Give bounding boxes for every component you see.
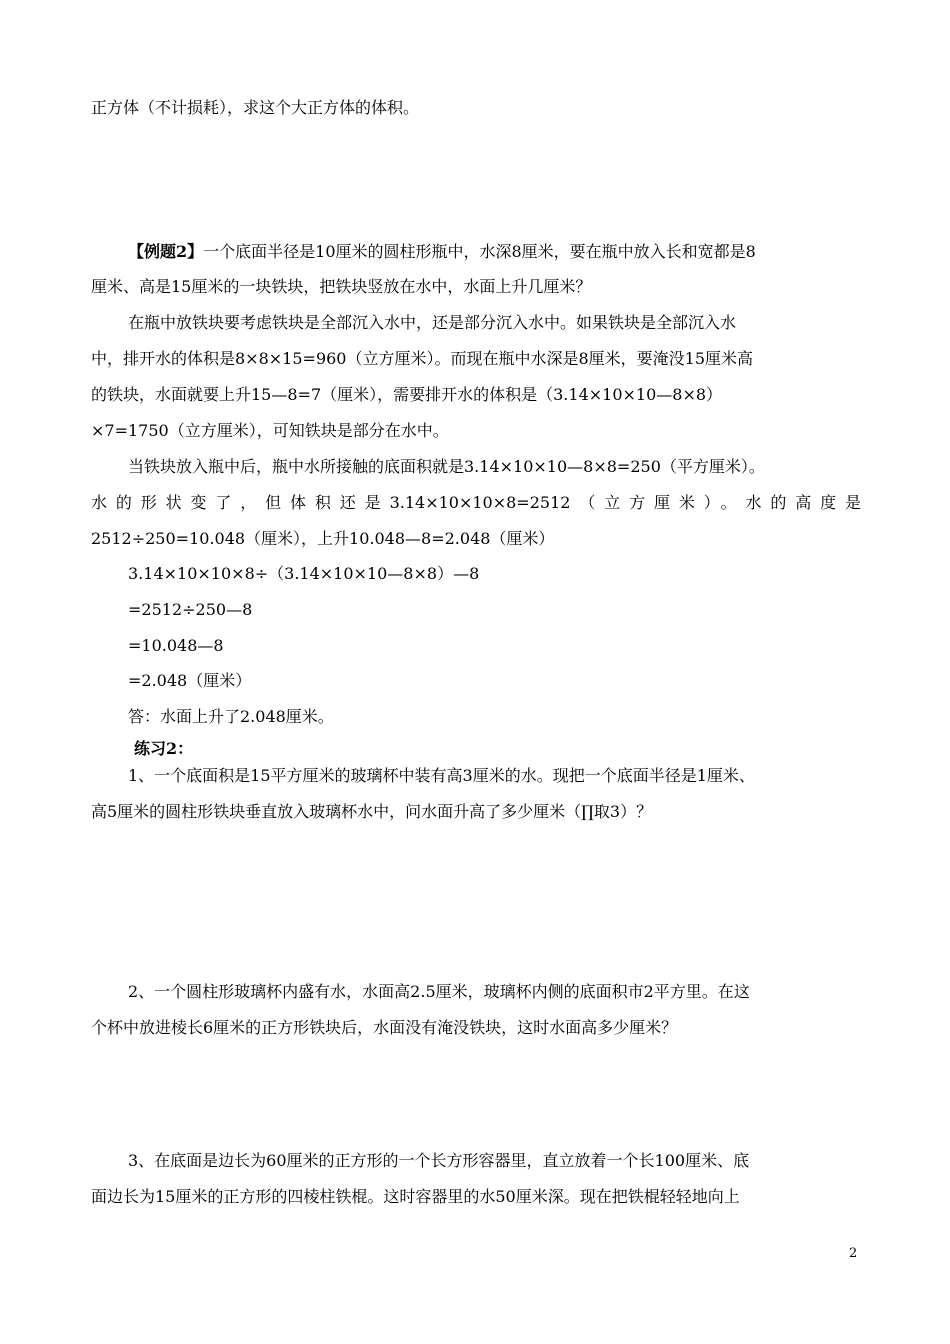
calc-line: =2.048（厘米） [128, 671, 252, 690]
analysis-line: 的铁块，水面就要上升15—8=7（厘米），需要排开水的体积是（3.14×10×10—8×8） [91, 385, 723, 404]
page-number: 2 [849, 1246, 858, 1261]
analysis-line: 水的形状变了，但体积还是3.14×10×10×8=2512（立方厘米）。水的高度是 [91, 493, 861, 512]
practice-item-line: 3、在底面是边长为60厘米的正方形的一个长方形容器里，直立放着一个长100厘米、底 [128, 1151, 750, 1170]
example2-question-line1 [128, 240, 861, 264]
analysis-line: 2512÷250=10.048（厘米），上升10.048—8=2.048（厘米） [91, 529, 555, 548]
calc-line: 3.14×10×10×8÷（3.14×10×10—8×8）—8 [128, 564, 480, 583]
analysis-line: 当铁块放入瓶中后，瓶中水所接触的底面积就是3.14×10×10—8×8=250（平方厘米）。 [128, 457, 765, 476]
calc-line: =2512÷250—8 [128, 600, 253, 619]
example2-label: 【例题2】 [128, 242, 204, 261]
analysis-line: ×7=1750（立方厘米），可知铁块是部分在水中。 [91, 421, 449, 440]
practice-item-line: 高5厘米的圆柱形铁块垂直放入玻璃杯水中，问水面升高了多少厘米（∏取3）？ [91, 802, 653, 821]
practice-item-line: 面边长为15厘米的正方形的四棱柱铁棍。这时容器里的水50厘米深。现在把铁棍轻轻地向上 [91, 1187, 740, 1206]
practice2-title: 练习2： [134, 739, 194, 758]
analysis-line: 在瓶中放铁块要考虑铁块是全部沉入水中，还是部分沉入水中。如果铁块是全部沉入水 [128, 313, 737, 332]
practice-item-line: 2、一个圆柱形玻璃杯内盛有水，水面高2.5厘米，玻璃杯内侧的底面积市2平方里。在这 [128, 982, 750, 1001]
practice-item-line: 1、一个底面积是15平方厘米的玻璃杯中装有高3厘米的水。现把一个底面半径是1厘米、 [128, 766, 755, 785]
analysis-line: 中，排开水的体积是8×8×15=960（立方厘米）。而现在瓶中水深是8厘米，要淹没15厘米高 [91, 349, 754, 368]
example2-question-text: 一个底面半径是10厘米的圆柱形瓶中，水深8厘米，要在瓶中放入长和宽都是8 [203, 242, 756, 261]
calc-line: =10.048—8 [128, 636, 224, 655]
practice-item-line: 个杯中放进棱长6厘米的正方形铁块后，水面没有淹没铁块，这时水面高多少厘米？ [91, 1018, 678, 1037]
continuation-text: 正方体（不计损耗），求这个大正方体的体积。 [91, 98, 420, 117]
answer-line: 答：水面上升了2.048厘米。 [128, 707, 334, 726]
example2-question-line2: 厘米、高是15厘米的一块铁块，把铁块竖放在水中，水面上升几厘米？ [91, 277, 592, 296]
